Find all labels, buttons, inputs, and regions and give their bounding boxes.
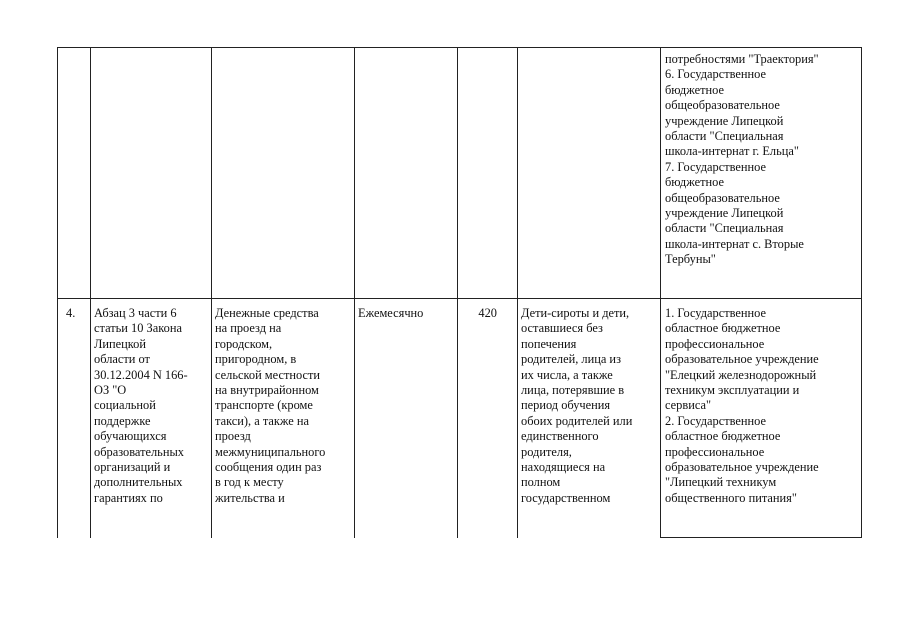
column-border [211,47,212,538]
column-border [57,47,58,538]
table-top-border [57,47,862,48]
eligible-recipients-cell: Дети-сироты и дети, оставшиеся без попечения родителей, лица из их числа, а также лица, потерявшие в период обучения обоих родителей или единственного родителя, находящиеся на полном государственном [521,306,633,505]
amount-cell: 420 [478,306,497,320]
institutions-cell: 1. Государственное областное бюджетное профессиональное образовательное учреждение "Елецкий железнодорожный техникум эксплуатации и сервиса" 2. Государственное областное бюджетное профессиональное образовательное учреждение "Липецкий техникум общественного питания" [665,306,819,505]
column-border [517,47,518,538]
column-border [354,47,355,538]
column-border [457,47,458,538]
legal-basis-cell: Абзац 3 части 6 статьи 10 Закона Липецкой области от 30.12.2004 N 166- ОЗ "О социальной поддержке обучающихся образовательных организаций и дополнительных гарантиях по [94,306,188,505]
row-divider [57,298,862,299]
right-column-bottom-border [660,537,862,538]
recipients-continued-cell: потребностями "Траектория" 6. Государственное бюджетное общеобразовательное учреждение Липецкой области "Специальная школа-интернат г. Ельца" 7. Государственное бюджетное общеобразовательное учреждение Липецкой области "Специальная школа-интернат с. Вторые Тербуны" [665,52,819,267]
column-border [861,47,862,538]
benefit-cell: Денежные средства на проезд на городском, пригородном, в сельской местности на внутрирайонном транспорте (кроме такси), а также на проезд межмуниципального сообщения один раз в год к месту жительства и [215,306,326,505]
column-border [90,47,91,538]
column-border [660,47,661,538]
row-number-cell: 4. [66,306,76,320]
frequency-cell: Ежемесячно [358,306,424,320]
